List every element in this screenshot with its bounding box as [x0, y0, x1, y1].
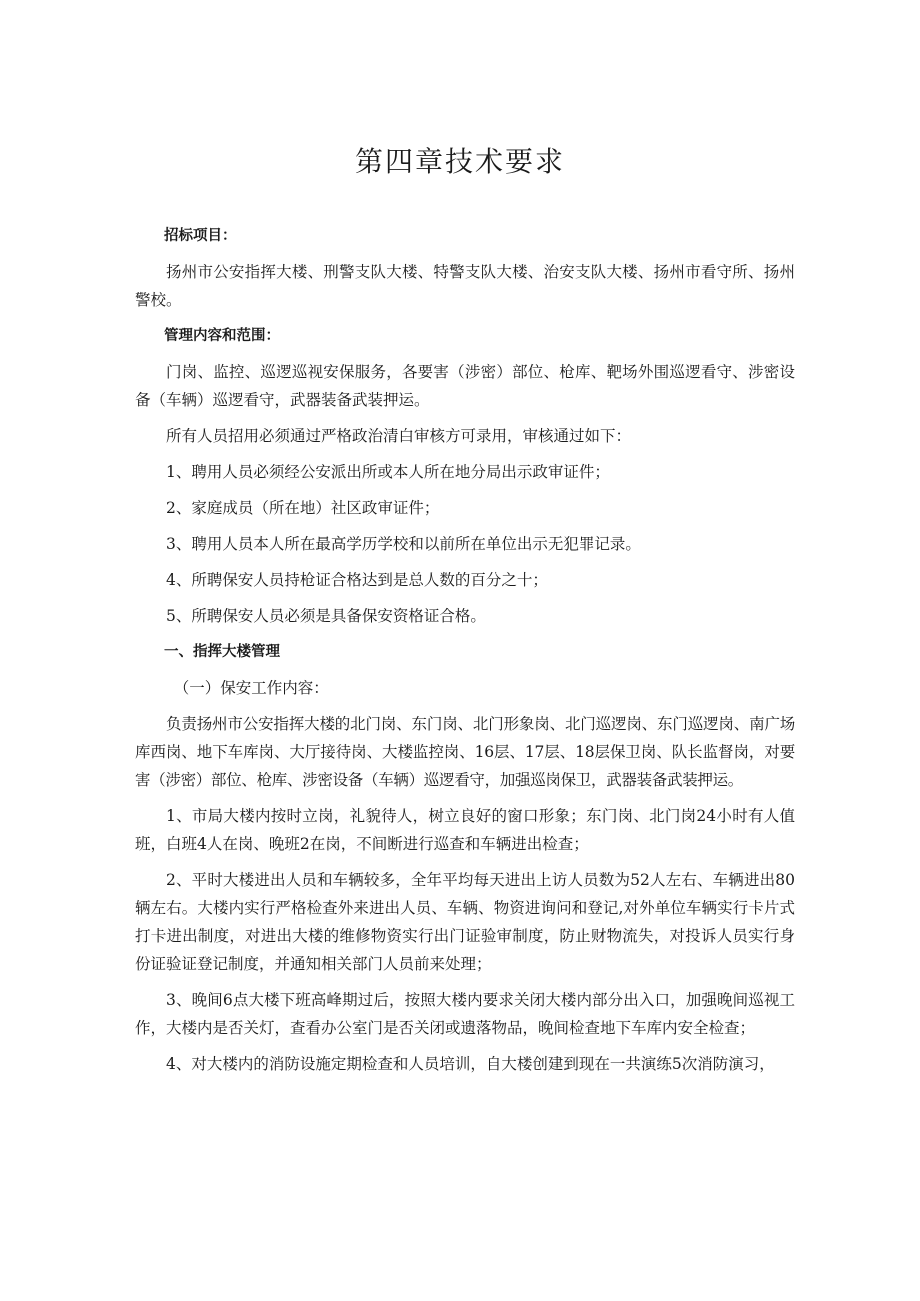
project-heading: 招标项目： — [164, 228, 237, 244]
scope-text: 门岗、监控、巡逻巡视安保服务，各要害（涉密）部位、枪库、靶场外围巡逻看守、涉密设备（车辆）巡逻看守，武器装备武装押运。 — [135, 363, 795, 409]
scope-heading: 管理内容和范围： — [164, 328, 280, 344]
section1-item: 2、平时大楼进出人员和车辆较多，全年平均每天进出上访人员数为52人左右、车辆进出80辆左右。大楼内实行严格检查外来进出人员、车辆、物资进询问和登记,对外单位车辆实行卡片式打卡进出制度，对进出大楼的维修物资实行出门证验审制度，防止财物流失，对投诉人员实行身份证验证登记制度，并通知相关部门人员前来处理； — [135, 871, 795, 973]
recruit-item: 4、所聘保安人员持枪证合格达到是总人数的百分之十； — [166, 571, 548, 589]
document-body — [135, 222, 795, 1086]
section1-item: 4、对大楼内的消防设施定期检查和人员培训，自大楼创建到现在一共演练5次消防演习， — [166, 1055, 775, 1073]
recruit-item: 5、所聘保安人员必须是具备保安资格证合格。 — [166, 607, 486, 625]
recruit-item: 3、聘用人员本人所在最高学历学校和以前所在单位出示无犯罪记录。 — [166, 535, 641, 553]
recruit-intro: 所有人员招用必须通过严格政治清白审核方可录用，审核通过如下： — [166, 427, 632, 445]
section1-item: 1、市局大楼内按时立岗，礼貌待人，树立良好的窗口形象；东门岗、北门岗24小时有人值班，白班4人在岗、晚班2在岗，不间断进行巡查和车辆进出检查； — [135, 807, 795, 853]
section1-subheading: （一）保安工作内容： — [173, 679, 329, 697]
project-text: 扬州市公安指挥大楼、刑警支队大楼、特警支队大楼、治安支队大楼、扬州市看守所、扬州警校。 — [135, 263, 795, 309]
recruit-item: 1、聘用人员必须经公安派出所或本人所在地分局出示政审证件； — [166, 463, 610, 481]
section1-item: 3、晚间6点大楼下班高峰期过后，按照大楼内要求关闭大楼内部分出入口，加强晚间巡视工作，大楼内是否关灯，查看办公室门是否关闭或遗落物品，晚间检查地下车库内安全检查； — [135, 991, 795, 1037]
section1-description: 负责扬州市公安指挥大楼的北门岗、东门岗、北门形象岗、北门巡逻岗、东门巡逻岗、南广场库西岗、地下车库岗、大厅接待岗、大楼监控岗、16层、17层、18层保卫岗、队长监督岗，对要害（涉密）部位、枪库、涉密设备（车辆）巡逻看守，加强巡岗保卫，武器装备武装押运。 — [135, 715, 795, 789]
section1-heading: 一、指挥大楼管理 — [164, 644, 280, 660]
page-title: 第四章技术要求 — [354, 145, 565, 178]
recruit-item: 2、家庭成员（所在地）社区政审证件； — [166, 499, 440, 517]
